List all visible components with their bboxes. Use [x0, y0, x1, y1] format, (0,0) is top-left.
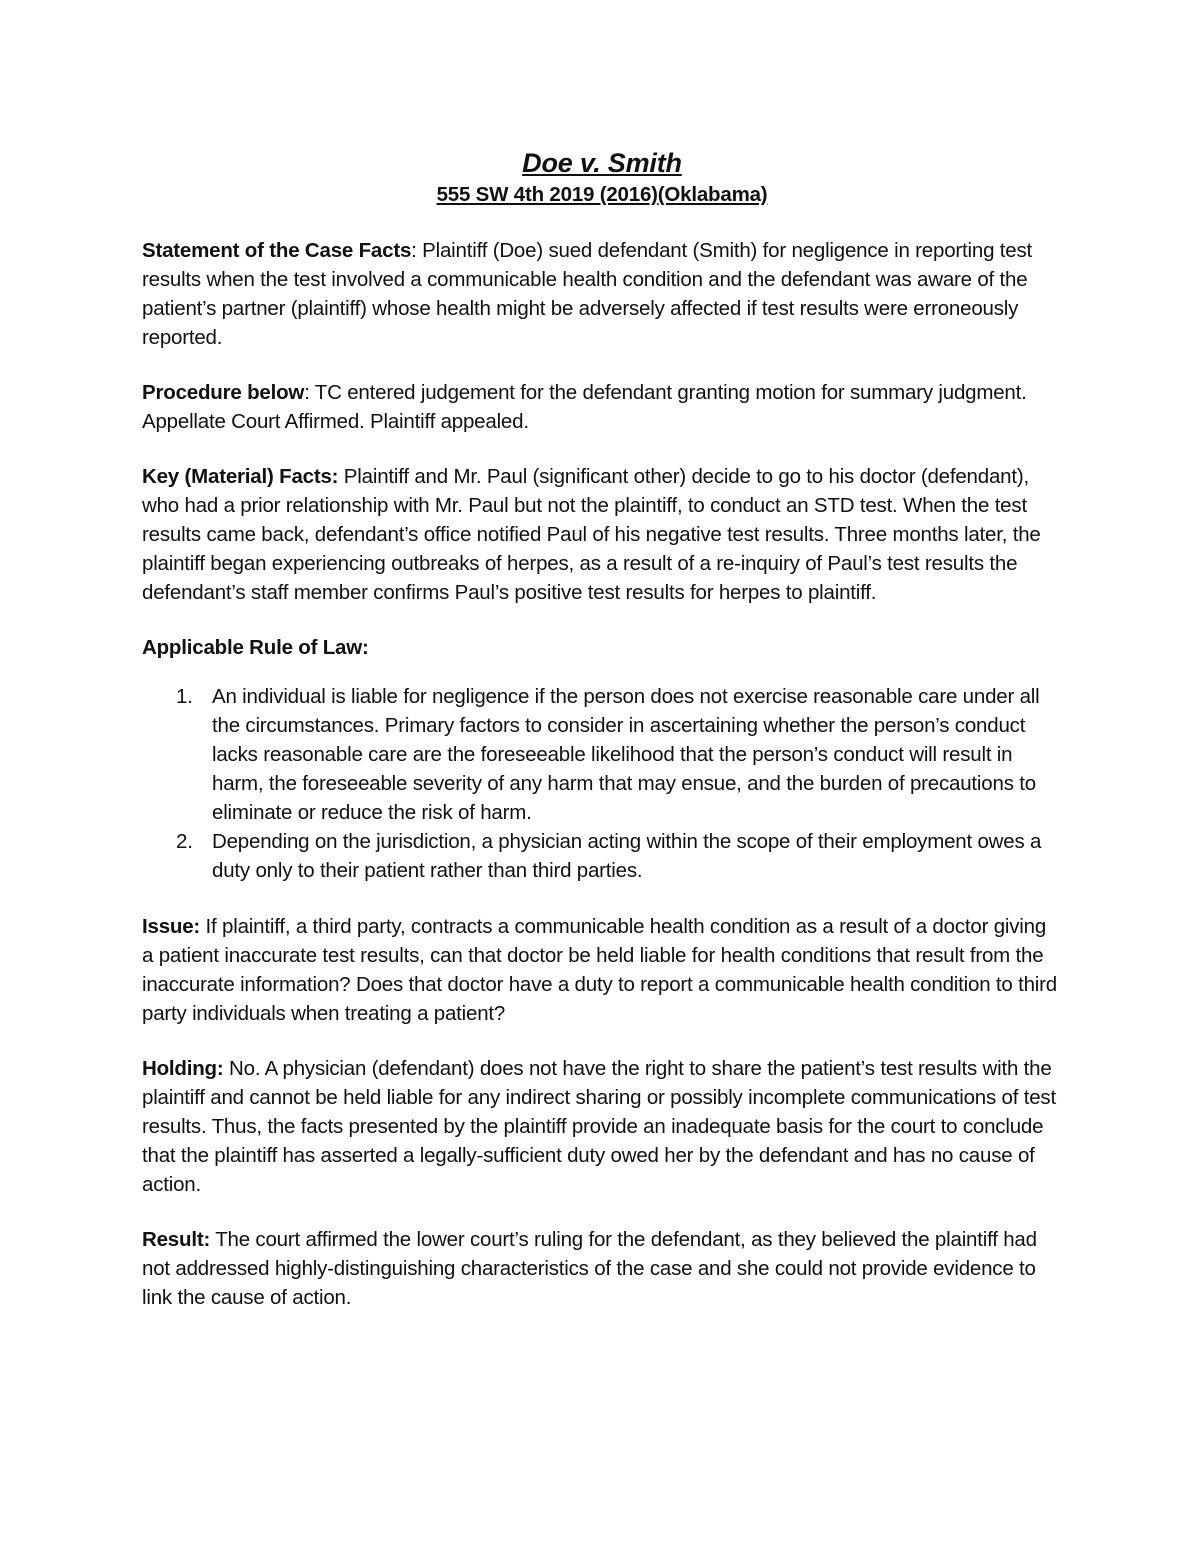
rule-number: 2.: [176, 830, 193, 853]
issue-label: Issue:: [142, 915, 201, 938]
statement-label: Statement of the Case Facts: [142, 239, 412, 262]
key-facts-text: Plaintiff and Mr. Paul (significant other) decide to go to his doctor (defendant), who had a prior relationship with Mr. Paul but not the plaintiff, to conduct an STD test. When the test results came back, defendant’s office notified Paul of his negative test results. Three months later, the plaintiff began experiencing outbreaks of herpes, as a result of a re-inquiry of Paul’s test results the defendant’s staff member confirms Paul’s positive test results for herpes to plaintiff.: [142, 465, 1041, 604]
result-label: Result:: [142, 1228, 211, 1251]
holding-text: No. A physician (defendant) does not have the right to share the patient’s test results with the plaintiff and cannot be held liable for any indirect sharing or possibly incomplete communications of test results. Thus, the facts presented by the plaintiff provide an inadequate basis for the court to conclude that the plaintiff has asserted a legally-sufficient duty owed her by the defendant and has no cause of action.: [142, 1057, 1056, 1196]
result-section: [142, 1225, 1062, 1312]
rule-of-law-heading: [142, 633, 1062, 662]
holding-label: Holding:: [142, 1057, 224, 1080]
statement-section: [142, 236, 1062, 352]
key-facts-section: [142, 462, 1062, 607]
rule-item: [142, 827, 1062, 885]
case-citation: 555 SW 4th 2019 (2016)(Oklabama): [436, 183, 768, 206]
procedure-label: Procedure below: [142, 381, 305, 404]
document-page: [142, 146, 1062, 1338]
rule-text: Depending on the jurisdiction, a physician acting within the scope of their employment owes a duty only to their patient rather than third parties.: [212, 830, 1042, 882]
issue-section: [142, 912, 1062, 1028]
procedure-text: : TC entered judgement for the defendant granting motion for summary judgment. Appellate Court Affirmed. Plaintiff appealed.: [142, 381, 1027, 433]
holding-section: [142, 1054, 1062, 1199]
rule-item: [142, 682, 1062, 827]
result-text: The court affirmed the lower court’s ruling for the defendant, as they believed the plaintiff had not addressed highly-distinguishing characteristics of the case and she could not provide evidence to link the cause of action.: [142, 1228, 1037, 1309]
rule-of-law-list: [142, 682, 1062, 885]
rule-text: An individual is liable for negligence if the person does not exercise reasonable care under all the circumstances. Primary factors to consider in ascertaining whether the person’s conduct lacks reasonable care are the foreseeable likelihood that the person’s conduct will result in harm, the foreseeable severity of any harm that may ensue, and the burden of precautions to eliminate or reduce the risk of harm.: [212, 685, 1040, 824]
key-facts-label: Key (Material) Facts:: [142, 465, 339, 488]
rule-number: 1.: [176, 685, 193, 708]
statement-text: : Plaintiff (Doe) sued defendant (Smith) for negligence in reporting test results when the test involved a communicable health condition and the defendant was aware of the patient’s partner (plaintiff) whose health might be adversely affected if test results were erroneously reported.: [142, 239, 1033, 349]
case-title: Doe v. Smith: [522, 148, 682, 178]
procedure-section: [142, 378, 1062, 436]
rule-of-law-label: Applicable Rule of Law:: [142, 636, 369, 659]
issue-text: If plaintiff, a third party, contracts a communicable health condition as a result of a doctor giving a patient inaccurate test results, can that doctor be held liable for health conditions that result from the inaccurate information? Does that doctor have a duty to report a communicable health condition to third party individuals when treating a patient?: [142, 915, 1057, 1025]
